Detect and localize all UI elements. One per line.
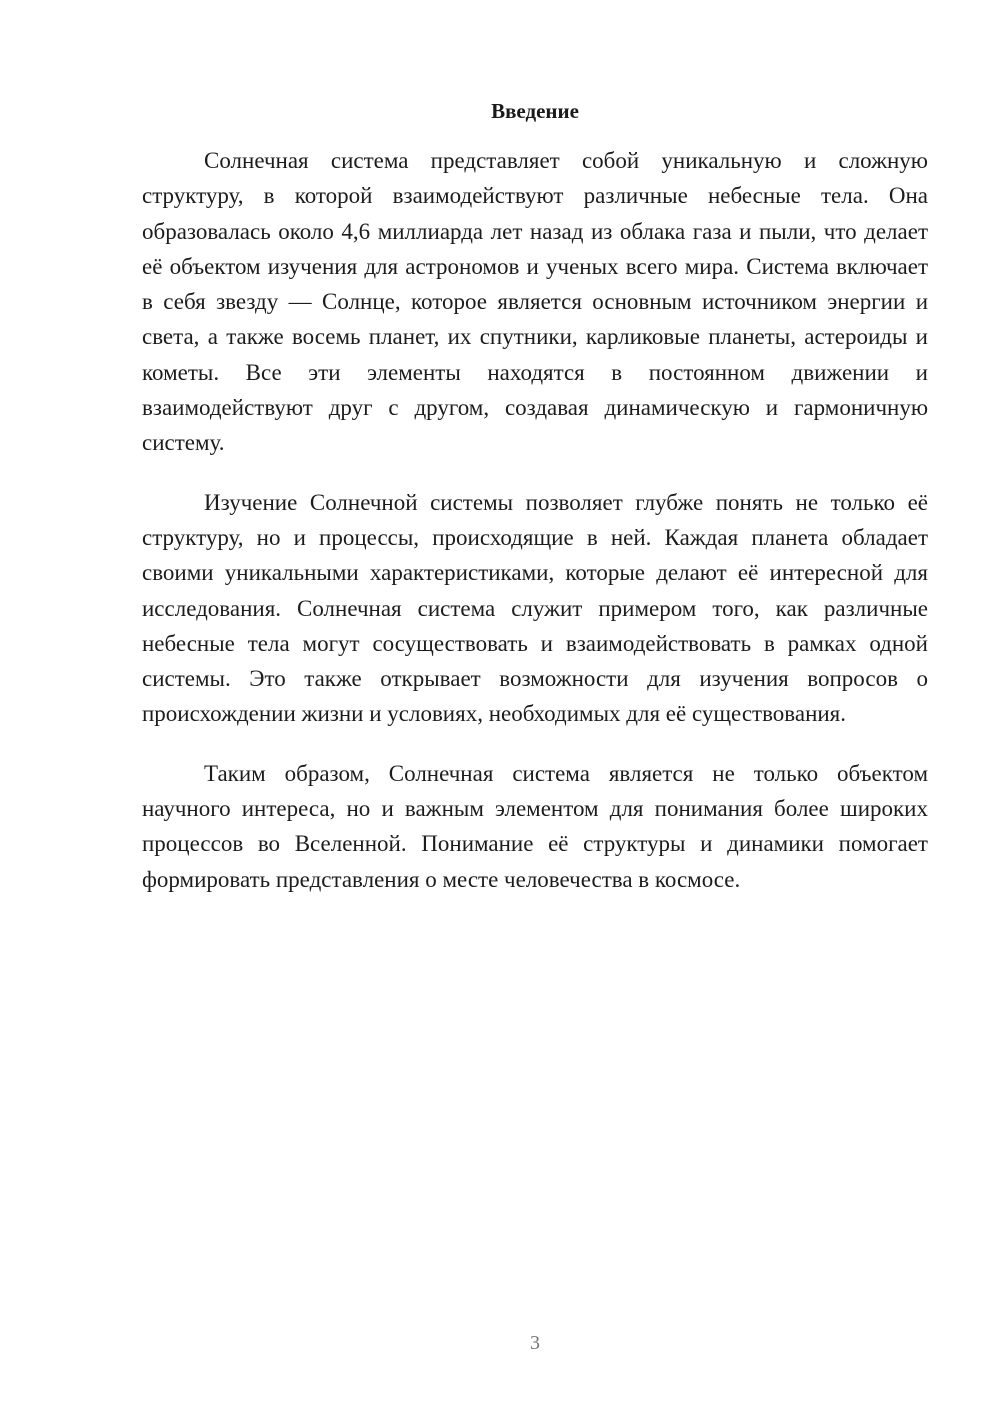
paragraph: Солнечная система представляет собой уникальную и сложную структуру, в которой взаимодействуют различные небесные тела. Она образовалась около 4,6 миллиарда лет назад из облака газа и пыли, что делает её объектом изучения для астрономов и ученых всего мира. Система включает в себя звезду — Солнце, которое является основным источником энергии и света, а также восемь планет, их спутники, карликовые планеты, астероиды и кометы. Все эти элементы находятся в постоянном движении и взаимодействуют друг с другом, создавая динамическую и гармоничную систему. xyxy=(142,148,928,456)
paragraph: Таким образом, Солнечная система является не только объектом научного интереса, но и важным элементом для понимания более широких процессов во Вселенной. Понимание её структуры и динамики помогает формировать представления о месте человечества в космосе. xyxy=(142,760,928,892)
page-number: 3 xyxy=(530,1332,540,1354)
body-text xyxy=(142,143,928,921)
section-heading: Введение xyxy=(491,99,579,123)
paragraph: Изучение Солнечной системы позволяет глубже понять не только её структуру, но и процессы, происходящие в ней. Каждая планета обладает своими уникальными характеристиками, которые делают её интересной для исследования. Солнечная система служит примером того, как различные небесные тела могут сосуществовать и взаимодействовать в рамках одной системы. Это также открывает возможности для изучения вопросов о происхождении жизни и условиях, необходимых для её существования. xyxy=(142,489,928,727)
